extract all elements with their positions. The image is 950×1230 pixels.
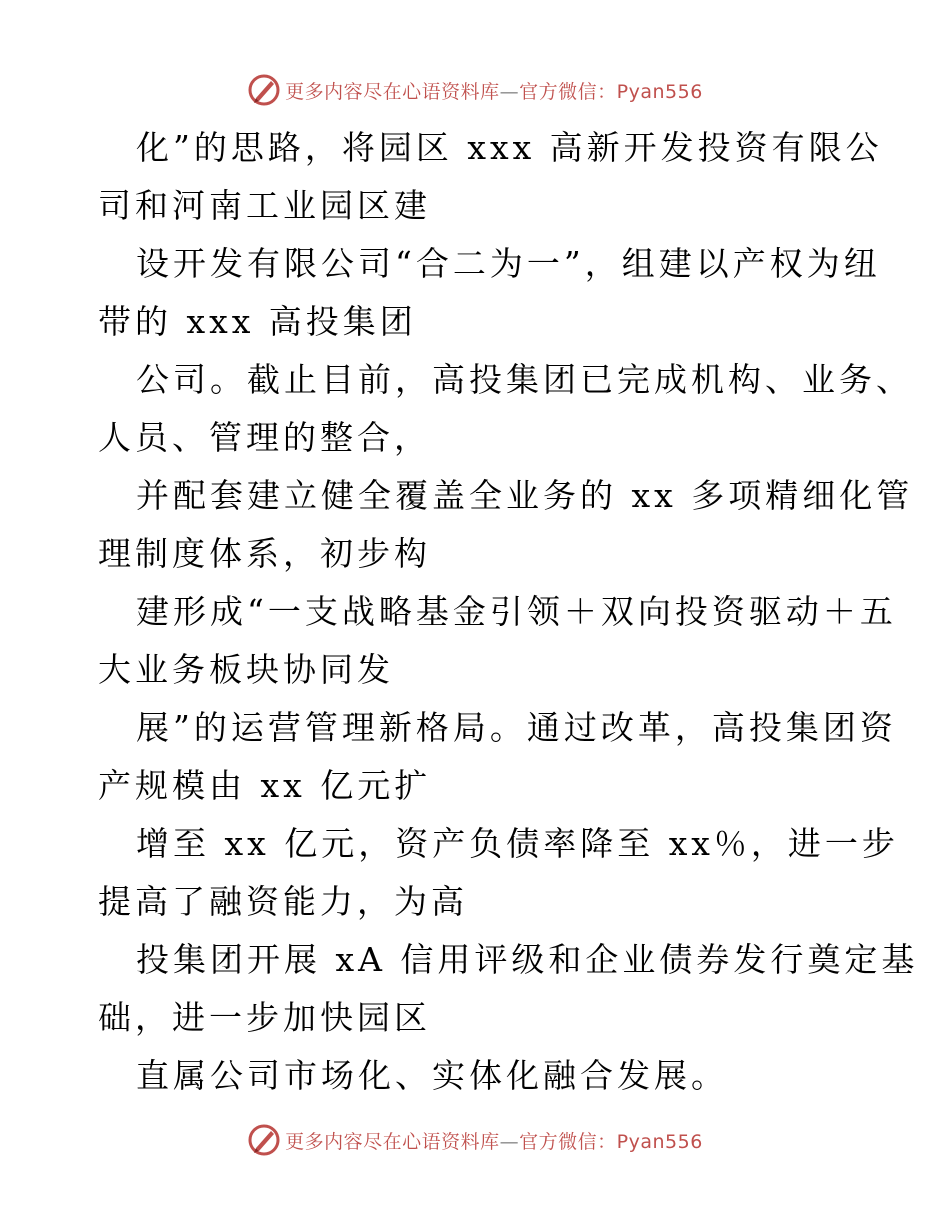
- paragraph-line: 投集团开展 xA 信用评级和企业债券发行奠定基: [136, 940, 919, 979]
- paragraph-line: 设开发有限公司“合二为一”，组建以产权为纽: [136, 244, 881, 283]
- footer-watermark-text: 更多内容尽在心语资料库—官方微信：Pyan556: [285, 1130, 703, 1153]
- header-watermark-text: 更多内容尽在心语资料库—官方微信：Pyan556: [285, 80, 703, 103]
- paragraph-line: 公司。截止目前，高投集团已完成机构、业务、: [136, 360, 913, 399]
- paragraph-line: 展”的运营管理新格局。通过改革，高投集团资: [136, 708, 897, 747]
- paragraph-line: 人员、管理的整合，: [98, 418, 431, 457]
- paragraph-line: 础，进一步加快园区: [98, 998, 431, 1037]
- paragraph-line: 并配套建立健全覆盖全业务的 xx 多项精细化管: [136, 476, 914, 515]
- paragraph-line: 增至 xx 亿元，资产负债率降至 xx％，进一步: [136, 824, 899, 863]
- paragraph-line: 直属公司市场化、实体化融合发展。: [136, 1056, 728, 1095]
- paragraph-line: 提高了融资能力，为高: [98, 882, 468, 921]
- header-watermark-banner: [0, 70, 950, 110]
- footer-watermark-banner: [0, 1120, 950, 1160]
- paragraph-line: 司和河南工业园区建: [98, 186, 431, 225]
- paragraph-line: 产规模由 xx 亿元扩: [98, 766, 432, 805]
- paragraph-line: 带的 xxx 高投集团: [98, 302, 417, 341]
- paragraph-line: 建形成“一支战略基金引领＋双向投资驱动＋五: [136, 592, 897, 631]
- paragraph-line: 大业务板块协同发: [98, 650, 394, 689]
- paragraph-line: 理制度体系，初步构: [98, 534, 431, 573]
- pen-logo-icon: [247, 1123, 281, 1157]
- paragraph-line: 化”的思路，将园区 xxx 高新开发投资有限公: [136, 128, 883, 167]
- pen-logo-icon: [247, 73, 281, 107]
